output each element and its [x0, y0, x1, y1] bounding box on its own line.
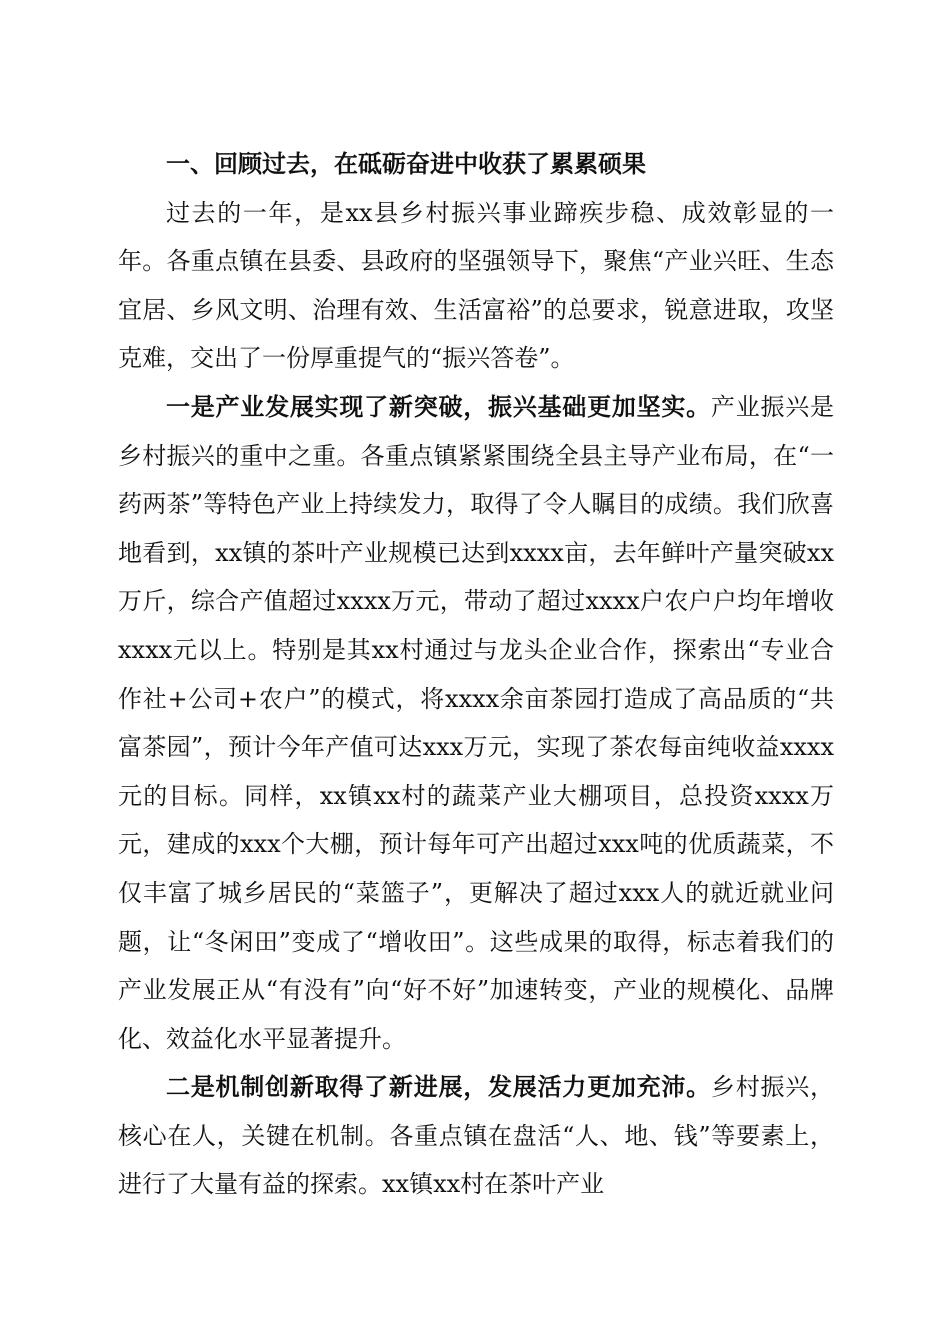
paragraph-lead: 二是机制创新取得了新进展，发展活力更加充沛。 [166, 1072, 711, 1102]
paragraph-industry [118, 383, 834, 1063]
paragraph-intro [118, 189, 834, 383]
paragraph-lead: 一是产业发展实现了新突破，振兴基础更加坚实。 [166, 391, 711, 421]
paragraph-body: 乡村振兴，核心在人，关键在机制。各重点镇在盘活“人、地、钱”等要素上，进行了大量有益的探索。xx镇xx村在茶叶产业 [118, 1073, 834, 1199]
document-body [118, 140, 834, 1209]
paragraph-body: 过去的一年，是xx县乡村振兴事业蹄疾步稳、成效彰显的一年。各重点镇在县委、县政府的坚强领导下，聚焦“产业兴旺、生态宜居、乡风文明、治理有效、生活富裕”的总要求，锐意进取，攻坚克难，交出了一份厚重提气的“振兴答卷”。 [118, 198, 834, 373]
paragraph-mechanism [118, 1063, 834, 1209]
paragraph-body: 产业振兴是乡村振兴的重中之重。各重点镇紧紧围绕全县主导产业布局，在“一药两茶”等特色产业上持续发力，取得了令人瞩目的成绩。我们欣喜地看到，xx镇的茶叶产业规模已达到xxxx亩，去年鲜叶产量突破xx万斤，综合产值超过xxxx万元，带动了超过xxxx户农户户均年增收xxxx元以上。特别是其xx村通过与龙头企业合作，探索出“专业合作社+公司+农户”的模式，将xxxx余亩茶园打造成了高品质的“共富茶园”，预计今年产值可达xxx万元，实现了茶农每亩纯收益xxxx元的目标。同样，xx镇xx村的蔬菜产业大棚项目，总投资xxxx万元，建成的xxx个大棚，预计每年可产出超过xxx吨的优质蔬菜，不仅丰富了城乡居民的“菜篮子”，更解决了超过xxx人的就近就业问题，让“冬闲田”变成了“增收田”。这些成果的取得，标志着我们的产业发展正从“有没有”向“好不好”加速转变，产业的规模化、品牌化、效益化水平显著提升。 [118, 392, 834, 1053]
section-heading: 一、回顾过去，在砥砺奋进中收获了累累硕果 [166, 150, 646, 178]
